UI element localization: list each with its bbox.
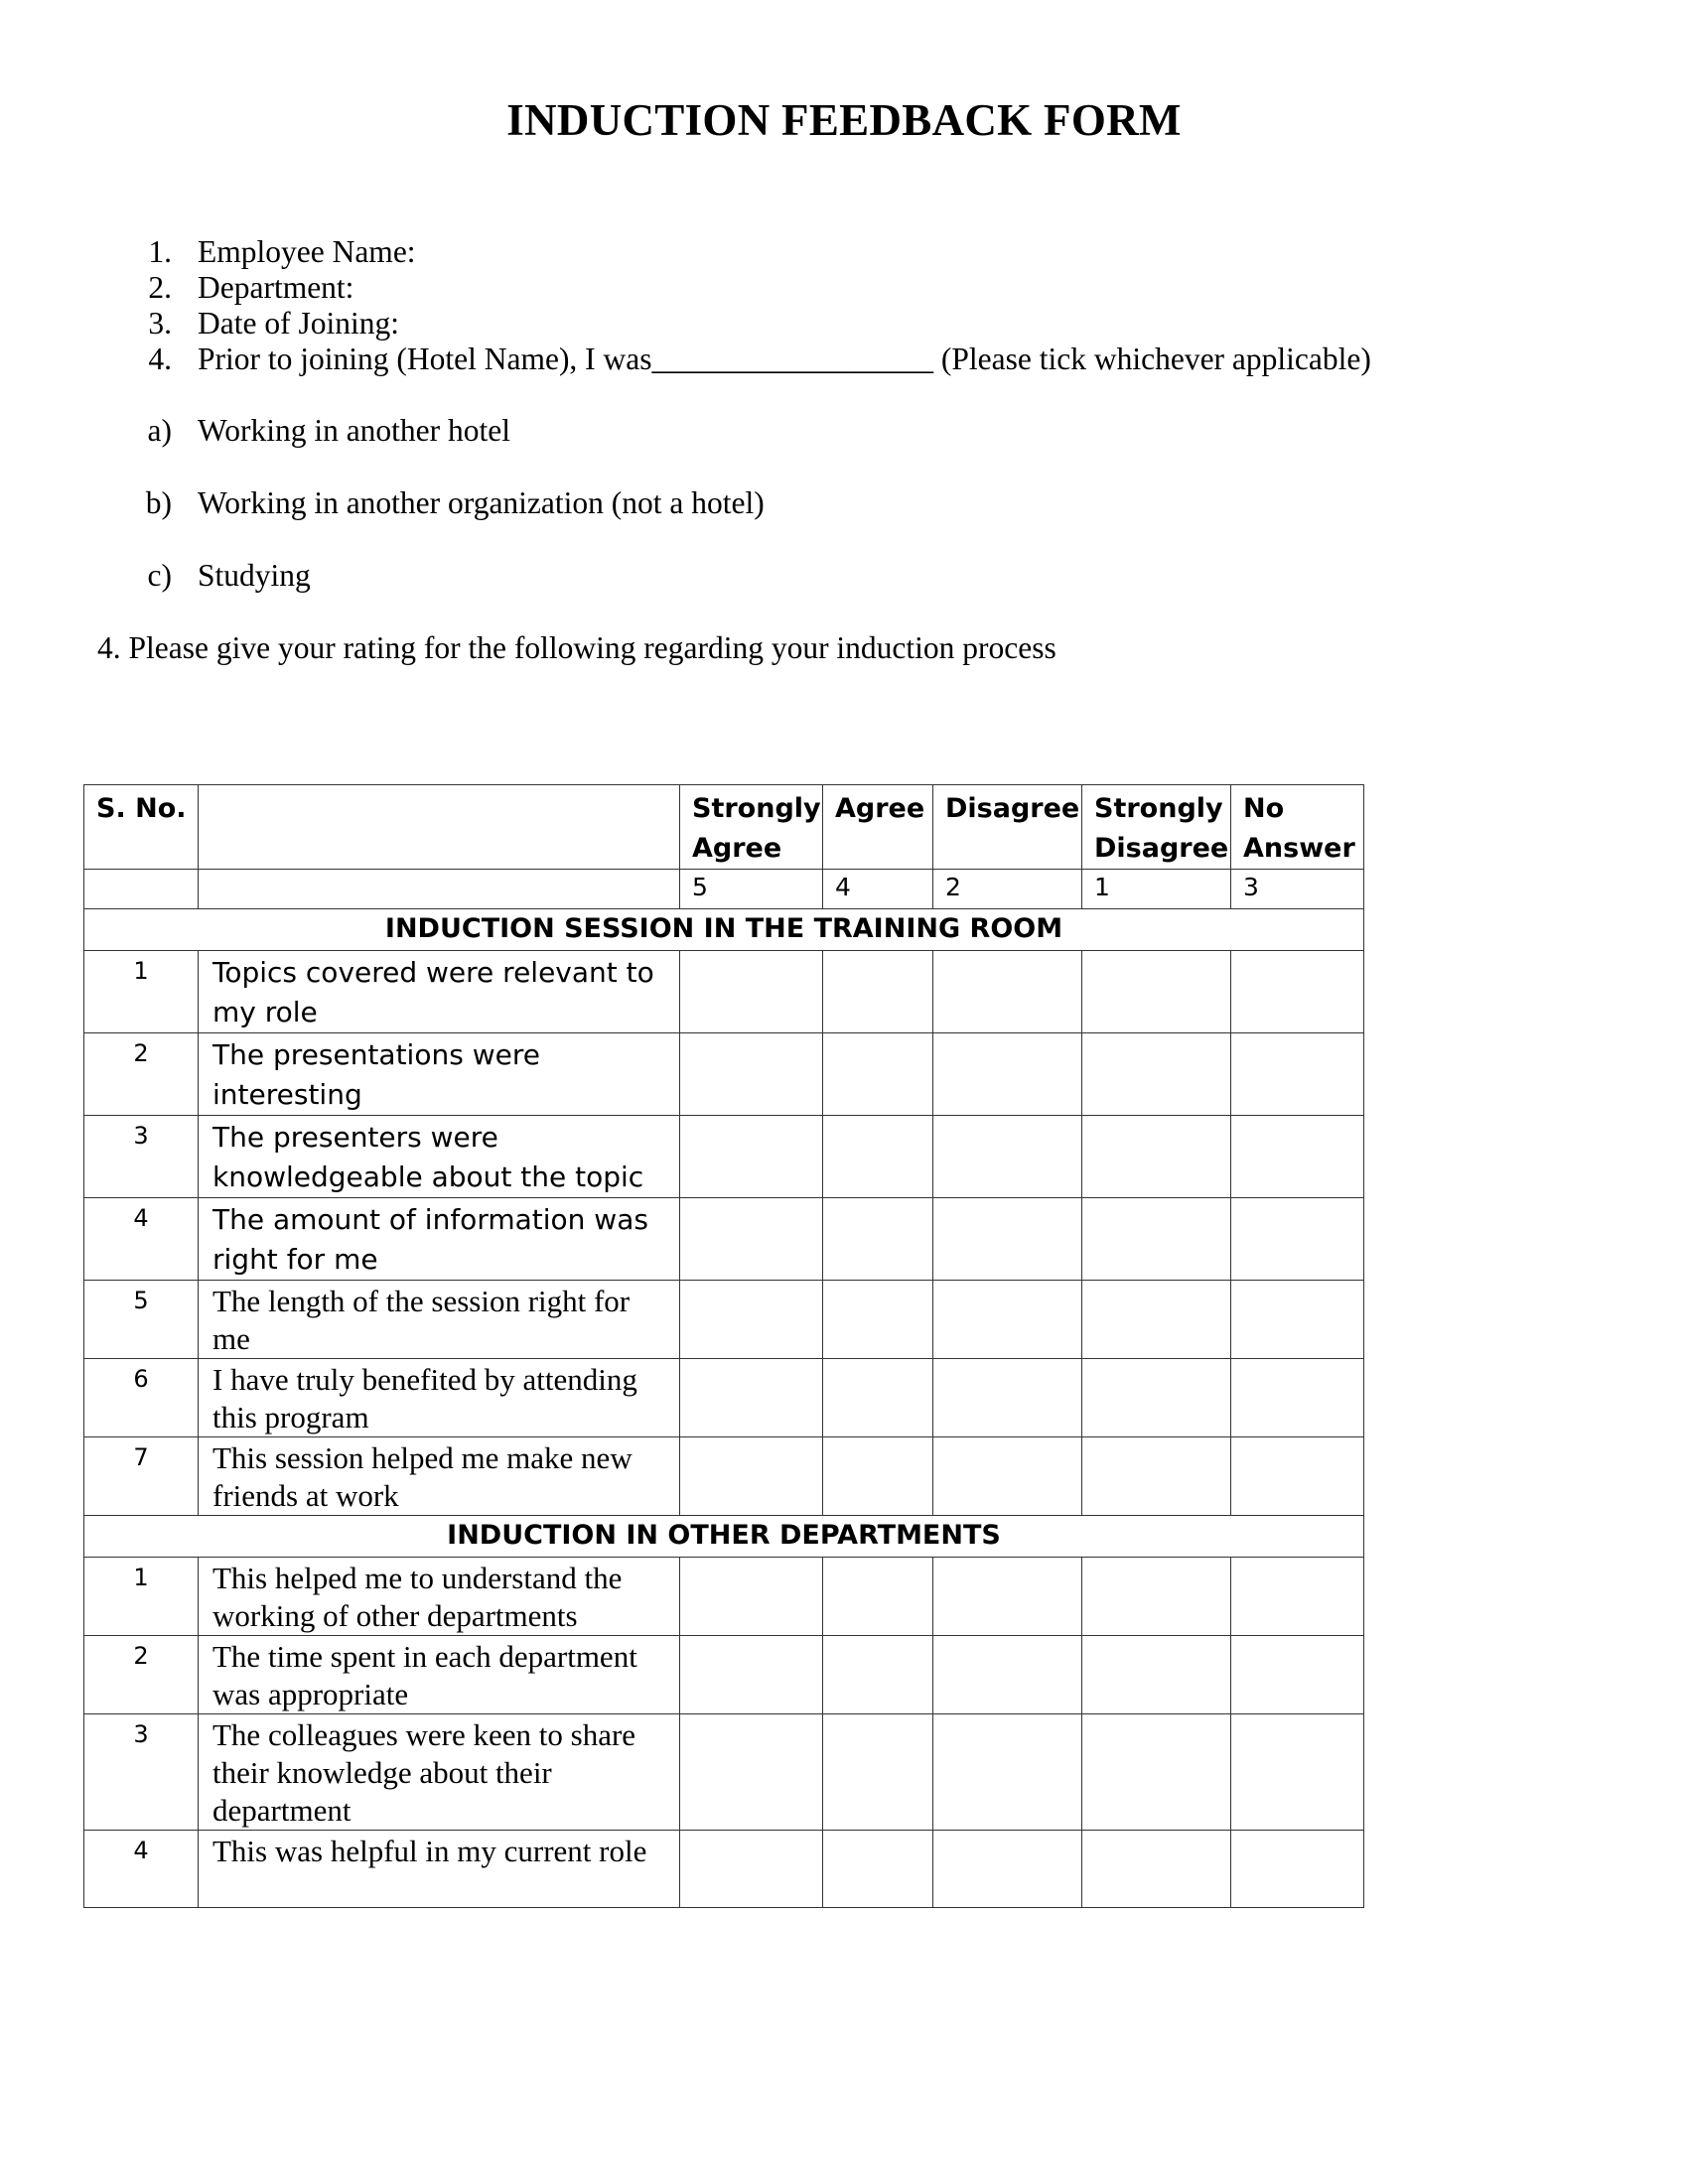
rating-cell-agree[interactable] [823,1558,933,1636]
rating-cell-strongly-disagree[interactable] [1082,1636,1231,1714]
row-sno: 4 [84,1831,199,1908]
row-sno: 3 [84,1116,199,1198]
header-disagree: Disagree [933,785,1082,870]
table-row [84,951,1364,1033]
option-label: Studying [198,558,311,593]
rating-cell-no-answer[interactable] [1231,1437,1364,1516]
rating-cell-no-answer[interactable] [1231,1359,1364,1437]
row-statement: The presentations were interesting [199,1033,680,1116]
rating-cell-strongly-agree[interactable] [680,1437,823,1516]
row-sno: 2 [84,1636,199,1714]
rating-cell-agree[interactable] [823,1033,933,1116]
section-header-row [84,909,1364,951]
feedback-form-page: INDUCTION FEEDBACK FORM 1. Employee Name: 2. Department: 3. Date of Joining: 4. Prior to joining (Hotel Name), I was__________________ (Please tick whichever applicable) a) Working in another hotel b) Working in another organization (not a hotel) c) Studying 4. Please give your rating for the following regarding your induction process S. No. Strongly Agree Agree Disagree Strongly Disagree No Answer 5 4 2 1 3 INDUCTION SESSION IN THE TRAINING ROOM 1 Topics covered were relevant to my role 2 The presentations were interesting 3 The presenters were knowledgeable about the topic 4 The amount of information was right for me 5 The length of the session right for me 6 I have truly benefited by attending this program 7 This session helped me make new friends at work INDUCTION IN OTHER DEPARTMENTS 1 This helped me to understand the working of other departments 2 The time spent in each department was appropriate 3 The colleagues were keen to share their knowledge about their department 4 This was helpful in my current role [0,0,1688,2184]
rating-cell-no-answer[interactable] [1231,951,1364,1033]
rating-cell-no-answer[interactable] [1231,1116,1364,1198]
rating-cell-agree[interactable] [823,951,933,1033]
rating-cell-strongly-disagree[interactable] [1082,1558,1231,1636]
rating-cell-strongly-agree[interactable] [680,1714,823,1831]
table-header-row [84,785,1364,870]
rating-cell-no-answer[interactable] [1231,1198,1364,1281]
row-sno: 4 [84,1198,199,1281]
rating-cell-no-answer[interactable] [1231,1636,1364,1714]
rating-cell-strongly-agree[interactable] [680,1281,823,1359]
rating-cell-strongly-disagree[interactable] [1082,1437,1231,1516]
header-agree: Agree [823,785,933,870]
score-no-answer: 3 [1231,870,1364,909]
rating-cell-disagree[interactable] [933,1831,1082,1908]
rating-cell-disagree[interactable] [933,1033,1082,1116]
form-title: INDUCTION FEEDBACK FORM [506,95,1182,145]
rating-cell-disagree[interactable] [933,1116,1082,1198]
rating-cell-agree[interactable] [823,1198,933,1281]
rating-cell-strongly-agree[interactable] [680,1198,823,1281]
score-row [84,870,1364,909]
rating-cell-agree[interactable] [823,1116,933,1198]
row-sno: 1 [84,951,199,1033]
rating-cell-no-answer[interactable] [1231,1281,1364,1359]
rating-cell-strongly-agree[interactable] [680,951,823,1033]
rating-cell-disagree[interactable] [933,1437,1082,1516]
row-sno: 1 [84,1558,199,1636]
rating-cell-no-answer[interactable] [1231,1714,1364,1831]
row-statement: This session helped me make new friends at work [199,1437,680,1516]
option-label: Working in another organization (not a hotel) [198,485,765,520]
table-row [84,1033,1364,1116]
rating-cell-strongly-disagree[interactable] [1082,1359,1231,1437]
rating-cell-agree[interactable] [823,1831,933,1908]
rating-cell-no-answer[interactable] [1231,1558,1364,1636]
rating-cell-no-answer[interactable] [1231,1033,1364,1116]
rating-cell-strongly-disagree[interactable] [1082,1714,1231,1831]
table-row [84,1198,1364,1281]
rating-cell-disagree[interactable] [933,1281,1082,1359]
score-agree: 4 [823,870,933,909]
rating-cell-disagree[interactable] [933,951,1082,1033]
rating-cell-strongly-disagree[interactable] [1082,1033,1231,1116]
rating-cell-agree[interactable] [823,1636,933,1714]
rating-cell-strongly-disagree[interactable] [1082,1831,1231,1908]
score-strongly-disagree: 1 [1082,870,1231,909]
row-sno: 7 [84,1437,199,1516]
row-statement: The amount of information was right for me [199,1198,680,1281]
row-statement: The presenters were knowledgeable about the topic [199,1116,680,1198]
rating-cell-strongly-disagree[interactable] [1082,951,1231,1033]
header-statement [199,785,680,870]
rating-cell-agree[interactable] [823,1281,933,1359]
field-label: Employee Name: [198,234,416,269]
row-sno: 5 [84,1281,199,1359]
row-statement: The colleagues were keen to share their knowledge about their department [199,1714,680,1831]
option-label: Working in another hotel [198,413,511,448]
row-statement: This was helpful in my current role [199,1831,680,1908]
rating-cell-strongly-agree[interactable] [680,1116,823,1198]
table-row [84,1116,1364,1198]
section-title-other-departments: INDUCTION IN OTHER DEPARTMENTS [84,1516,1364,1558]
score-strongly-agree: 5 [680,870,823,909]
rating-cell-disagree[interactable] [933,1198,1082,1281]
score-disagree: 2 [933,870,1082,909]
rating-cell-strongly-agree[interactable] [680,1831,823,1908]
rating-cell-strongly-disagree[interactable] [1082,1281,1231,1359]
rating-prompt: 4. Please give your rating for the following regarding your induction process [97,630,1056,665]
rating-cell-strongly-disagree[interactable] [1082,1116,1231,1198]
rating-cell-disagree[interactable] [933,1359,1082,1437]
table-row [84,1281,1364,1359]
rating-cell-agree[interactable] [823,1359,933,1437]
rating-cell-strongly-agree[interactable] [680,1359,823,1437]
rating-cell-disagree[interactable] [933,1714,1082,1831]
section-header-row [84,1516,1364,1558]
section-title-training-room: INDUCTION SESSION IN THE TRAINING ROOM [84,909,1364,951]
field-label: Prior to joining (Hotel Name), I was__________________ (Please tick whichever applicable) [198,341,1371,376]
table-row [84,1558,1364,1636]
row-sno: 2 [84,1033,199,1116]
row-statement: Topics covered were relevant to my role [199,951,680,1033]
row-sno: 3 [84,1714,199,1831]
rating-cell-agree[interactable] [823,1714,933,1831]
rating-cell-disagree[interactable] [933,1636,1082,1714]
table-row [84,1437,1364,1516]
rating-cell-agree[interactable] [823,1437,933,1516]
table-row [84,1359,1364,1437]
header-no-answer: No Answer [1231,785,1364,870]
rating-cell-strongly-agree[interactable] [680,1558,823,1636]
row-statement: This helped me to understand the working of other departments [199,1558,680,1636]
header-sno: S. No. [84,785,199,870]
row-statement: I have truly benefited by attending this program [199,1359,680,1437]
rating-table [83,784,1364,1908]
table-row [84,1714,1364,1831]
header-strongly-agree: Strongly Agree [680,785,823,870]
rating-cell-strongly-agree[interactable] [680,1033,823,1116]
rating-cell-no-answer[interactable] [1231,1831,1364,1908]
rating-cell-disagree[interactable] [933,1558,1082,1636]
table-row [84,1831,1364,1908]
row-statement: The length of the session right for me [199,1281,680,1359]
field-label: Department: [198,270,354,305]
row-sno: 6 [84,1359,199,1437]
row-statement: The time spent in each department was appropriate [199,1636,680,1714]
table-row [84,1636,1364,1714]
rating-cell-strongly-disagree[interactable] [1082,1198,1231,1281]
header-strongly-disagree: Strongly Disagree [1082,785,1231,870]
rating-cell-strongly-agree[interactable] [680,1636,823,1714]
field-label: Date of Joining: [198,306,399,341]
